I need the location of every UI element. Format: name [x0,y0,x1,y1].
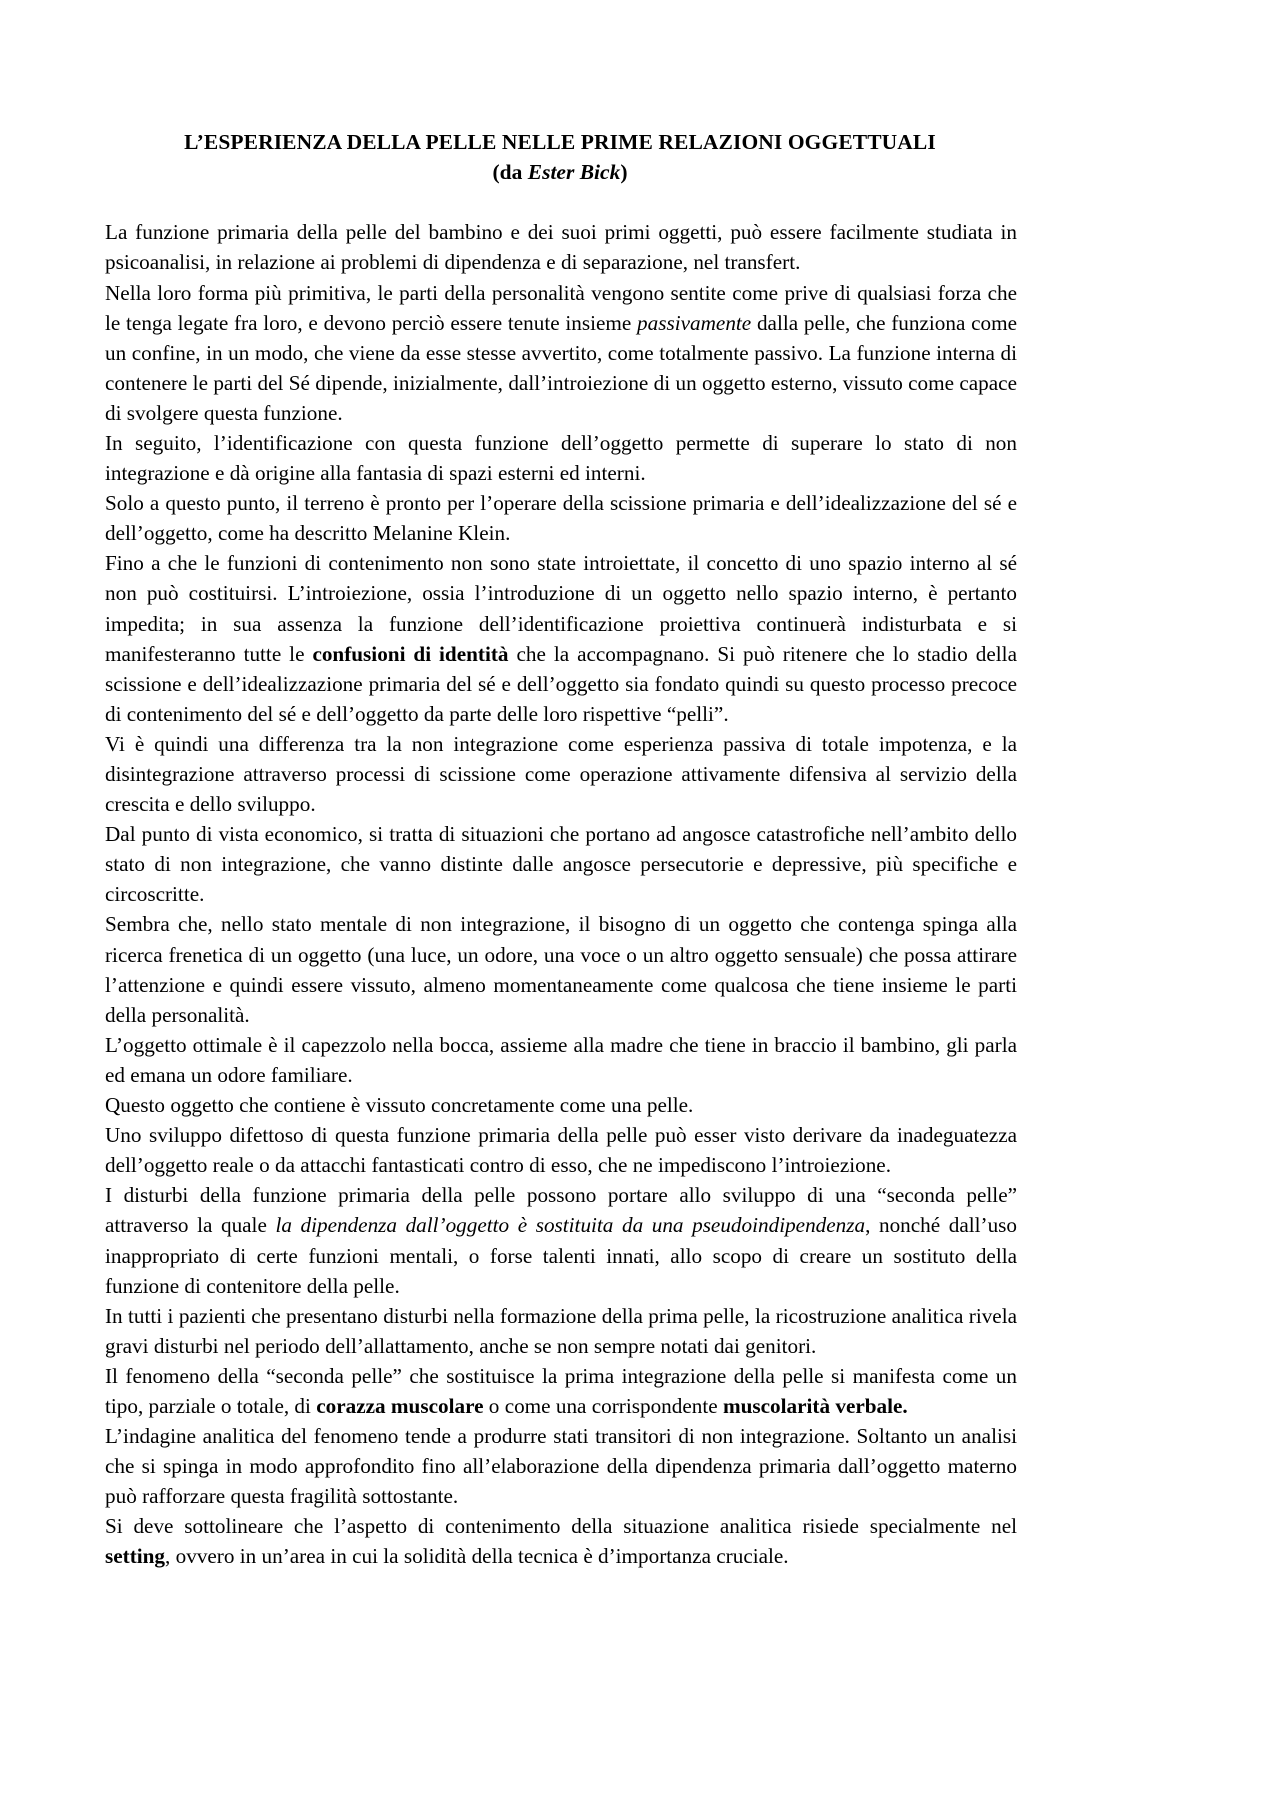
text-run: Questo oggetto che contiene è vissuto concretamente come una pelle. [105,1093,694,1118]
text-run: Vi è quindi una differenza tra la non integrazione come esperienza passiva di totale impotenza, e la disintegrazione attraverso processi di scissione come operazione attivamente difensiva al servizio della crescita e dello sviluppo. [105,731,1017,817]
subtitle-prefix: (da [492,159,528,184]
text-run: Nella loro forma più primitiva, le parti della personalità vengono sentite come prive di qualsiasi forza che le tenga legate fra loro, e devono perciò essere tenute insieme [105,280,1017,335]
paragraph [105,1090,1017,1120]
paragraph [105,1030,1017,1090]
text-run: L’oggetto ottimale è il capezzolo nella bocca, assieme alla madre che tiene in braccio il bambino, gli parla ed emana un odore familiare. [105,1032,1017,1087]
paragraph [105,909,1017,1029]
emphasis-bold: corazza muscolare [316,1393,484,1418]
emphasis-bold: setting [105,1544,166,1569]
paragraph [105,1301,1017,1361]
text-run: La funzione primaria della pelle del bambino e dei suoi primi oggetti, può essere facilmente studiata in psicoanalisi, in relazione ai problemi di dipendenza e di separazione, nel transfert. [105,220,1017,275]
emphasis-bold: muscolarità verbale. [722,1393,908,1418]
text-run: Uno sviluppo difettoso di questa funzione primaria della pelle può esser visto derivare da inadeguatezza dell’oggetto reale o da attacchi fantasticati contro di esso, che ne impediscono l’introiezione. [105,1123,1017,1178]
paragraph [105,428,1017,488]
text-run: Si deve sottolineare che l’aspetto di contenimento della situazione analitica risiede specialmente nel [105,1514,1017,1539]
paragraph [105,1361,1017,1421]
paragraph [105,278,1017,428]
paragraph [105,1511,1017,1571]
subtitle-author: Ester Bick [527,159,621,184]
paragraph [105,819,1017,909]
text-run: dalla pelle, che funziona come un confine, in un modo, che viene da esse stesse avvertito, come totalmente passivo. La funzione interna di contenere le parti del Sé dipende, inizialmente, dall’introiezione di un oggetto esterno, vissuto come capace di svolgere questa funzione. [105,310,1017,425]
page-title: L’ESPERIENZA DELLA PELLE NELLE PRIME RELAZIONI OGGETTUALI [184,130,936,154]
subtitle-suffix: ) [620,159,628,184]
text-run: In tutti i pazienti che presentano disturbi nella formazione della prima pelle, la ricostruzione analitica rivela gravi disturbi nel periodo dell’allattamento, anche se non sempre notati dai genitori. [105,1303,1017,1358]
emphasis-italic: passivamente [637,310,752,335]
text-run: che la accompagnano. Si può ritenere che lo stadio della scissione e dell’idealizzazione primaria del sé e dell’oggetto sia fondato quindi su questo processo precoce di contenimento del sé e dell’oggetto da parte delle loro rispettive “pelli”. [105,641,1017,726]
text-run: L’indagine analitica del fenomeno tende a produrre stati transitori di non integrazione. Soltanto un analisi che si spinga in modo approfondito fino all’elaborazione della dipendenza primaria dall’oggetto materno può rafforzare questa fragilità sottostante. [105,1424,1017,1509]
paragraph [105,217,1017,277]
emphasis-italic: la dipendenza dall’oggetto è sostituita da una pseudoindipendenza [275,1213,866,1238]
text-run: Solo a questo punto, il terreno è pronto per l’operare della scissione primaria e dell’idealizzazione del sé e dell’oggetto, come ha descritto Melanine Klein. [105,491,1017,546]
text-run: Dal punto di vista economico, si tratta di situazioni che portano ad angosce catastrofiche nell’ambito dello stato di non integrazione, che vanno distinte dalle angosce persecutorie e depressive, più specifiche e circoscritte. [105,822,1017,907]
text-run: o come una corrispondente [483,1393,723,1418]
text-run: , ovvero in un’area in cui la solidità della tecnica è d’importanza cruciale. [165,1544,789,1569]
text-run: I disturbi della funzione primaria della pelle possono portare allo sviluppo di una “seconda pelle” attraverso la quale [105,1183,1017,1238]
paragraph [105,548,1017,729]
text-run: Sembra che, nello stato mentale di non integrazione, il bisogno di un oggetto che contenga spinga alla ricerca frenetica di un oggetto (una luce, un odore, una voce o un altro oggetto sensuale) che possa attirare l’attenzione e quindi essere vissuto, almeno momentaneamente come qualcosa che tiene insieme le parti della personalità. [105,912,1017,1027]
paragraph [105,1120,1017,1180]
paragraph [105,1421,1017,1511]
text-run: Fino a che le funzioni di contenimento non sono state introiettate, il concetto di uno spazio interno al sé non può costituirsi. L’introiezione, ossia l’introduzione di un oggetto nello spazio interno, è pertanto impedita; in sua assenza la funzione dell’identificazione proiettiva continuerà indisturbata e si manifesteranno tutte le [105,551,1017,666]
paragraph [105,1180,1017,1300]
emphasis-bold: confusioni di identità [312,641,509,666]
paragraph [105,488,1017,548]
text-run: Il fenomeno della “seconda pelle” che sostituisce la prima integrazione della pelle si manifesta come un tipo, parziale o totale, di [105,1363,1017,1418]
text-run: , nonché dall’uso inappropriato di certe funzioni mentali, o forse talenti innati, allo scopo di creare un sostituto della funzione di contenitore della pelle. [105,1213,1017,1298]
paragraph [105,729,1017,819]
document-subtitle [105,158,1015,188]
document-body [105,217,1017,1571]
text-run: In seguito, l’identificazione con questa funzione dell’oggetto permette di superare lo stato di non integrazione e dà origine alla fantasia di spazi esterni ed interni. [105,430,1017,486]
